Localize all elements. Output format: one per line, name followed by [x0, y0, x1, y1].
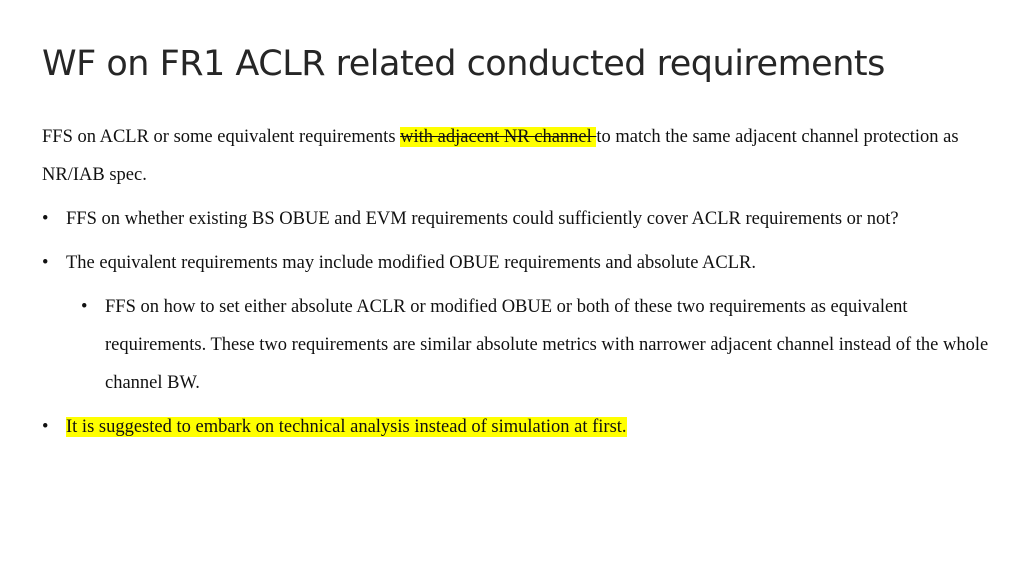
bullet-text: The equivalent requirements may include modified OBUE requirements and absolute ACLR. — [66, 253, 756, 273]
intro-text-start: FFS on ACLR or some equivalent requirements — [42, 127, 401, 147]
highlighted-bullet-text: It is suggested to embark on technical analysis instead of simulation at first. — [66, 417, 627, 437]
bullet-marker: • — [42, 253, 49, 273]
bullet-item-technical-analysis — [42, 408, 992, 446]
slide-title: WF on FR1 ACLR related conducted requirements — [42, 44, 885, 84]
bullet-marker: • — [42, 417, 49, 437]
bullet-marker: • — [42, 209, 49, 229]
intro-text-end: to match the same adjacent channel protection as NR/IAB spec. — [42, 127, 959, 185]
bullet-item-equivalent-requirements — [42, 244, 992, 282]
slide-body — [42, 118, 992, 452]
bullet-text: FFS on whether existing BS OBUE and EVM requirements could sufficiently cover ACLR requirements or not? — [66, 209, 899, 229]
intro-paragraph — [42, 118, 992, 194]
bullet-text: FFS on how to set either absolute ACLR or modified OBUE or both of these two requirements as equivalent requirements. These two requirements are similar absolute metrics with narrower adjacent channel instead of the whole channel BW. — [105, 297, 989, 393]
struck-highlighted-text: with adjacent NR channel — [400, 127, 597, 147]
sub-bullet-item-absolute-aclr — [81, 288, 992, 402]
bullet-item-obue-evm — [42, 200, 992, 238]
bullet-marker: • — [81, 297, 88, 317]
